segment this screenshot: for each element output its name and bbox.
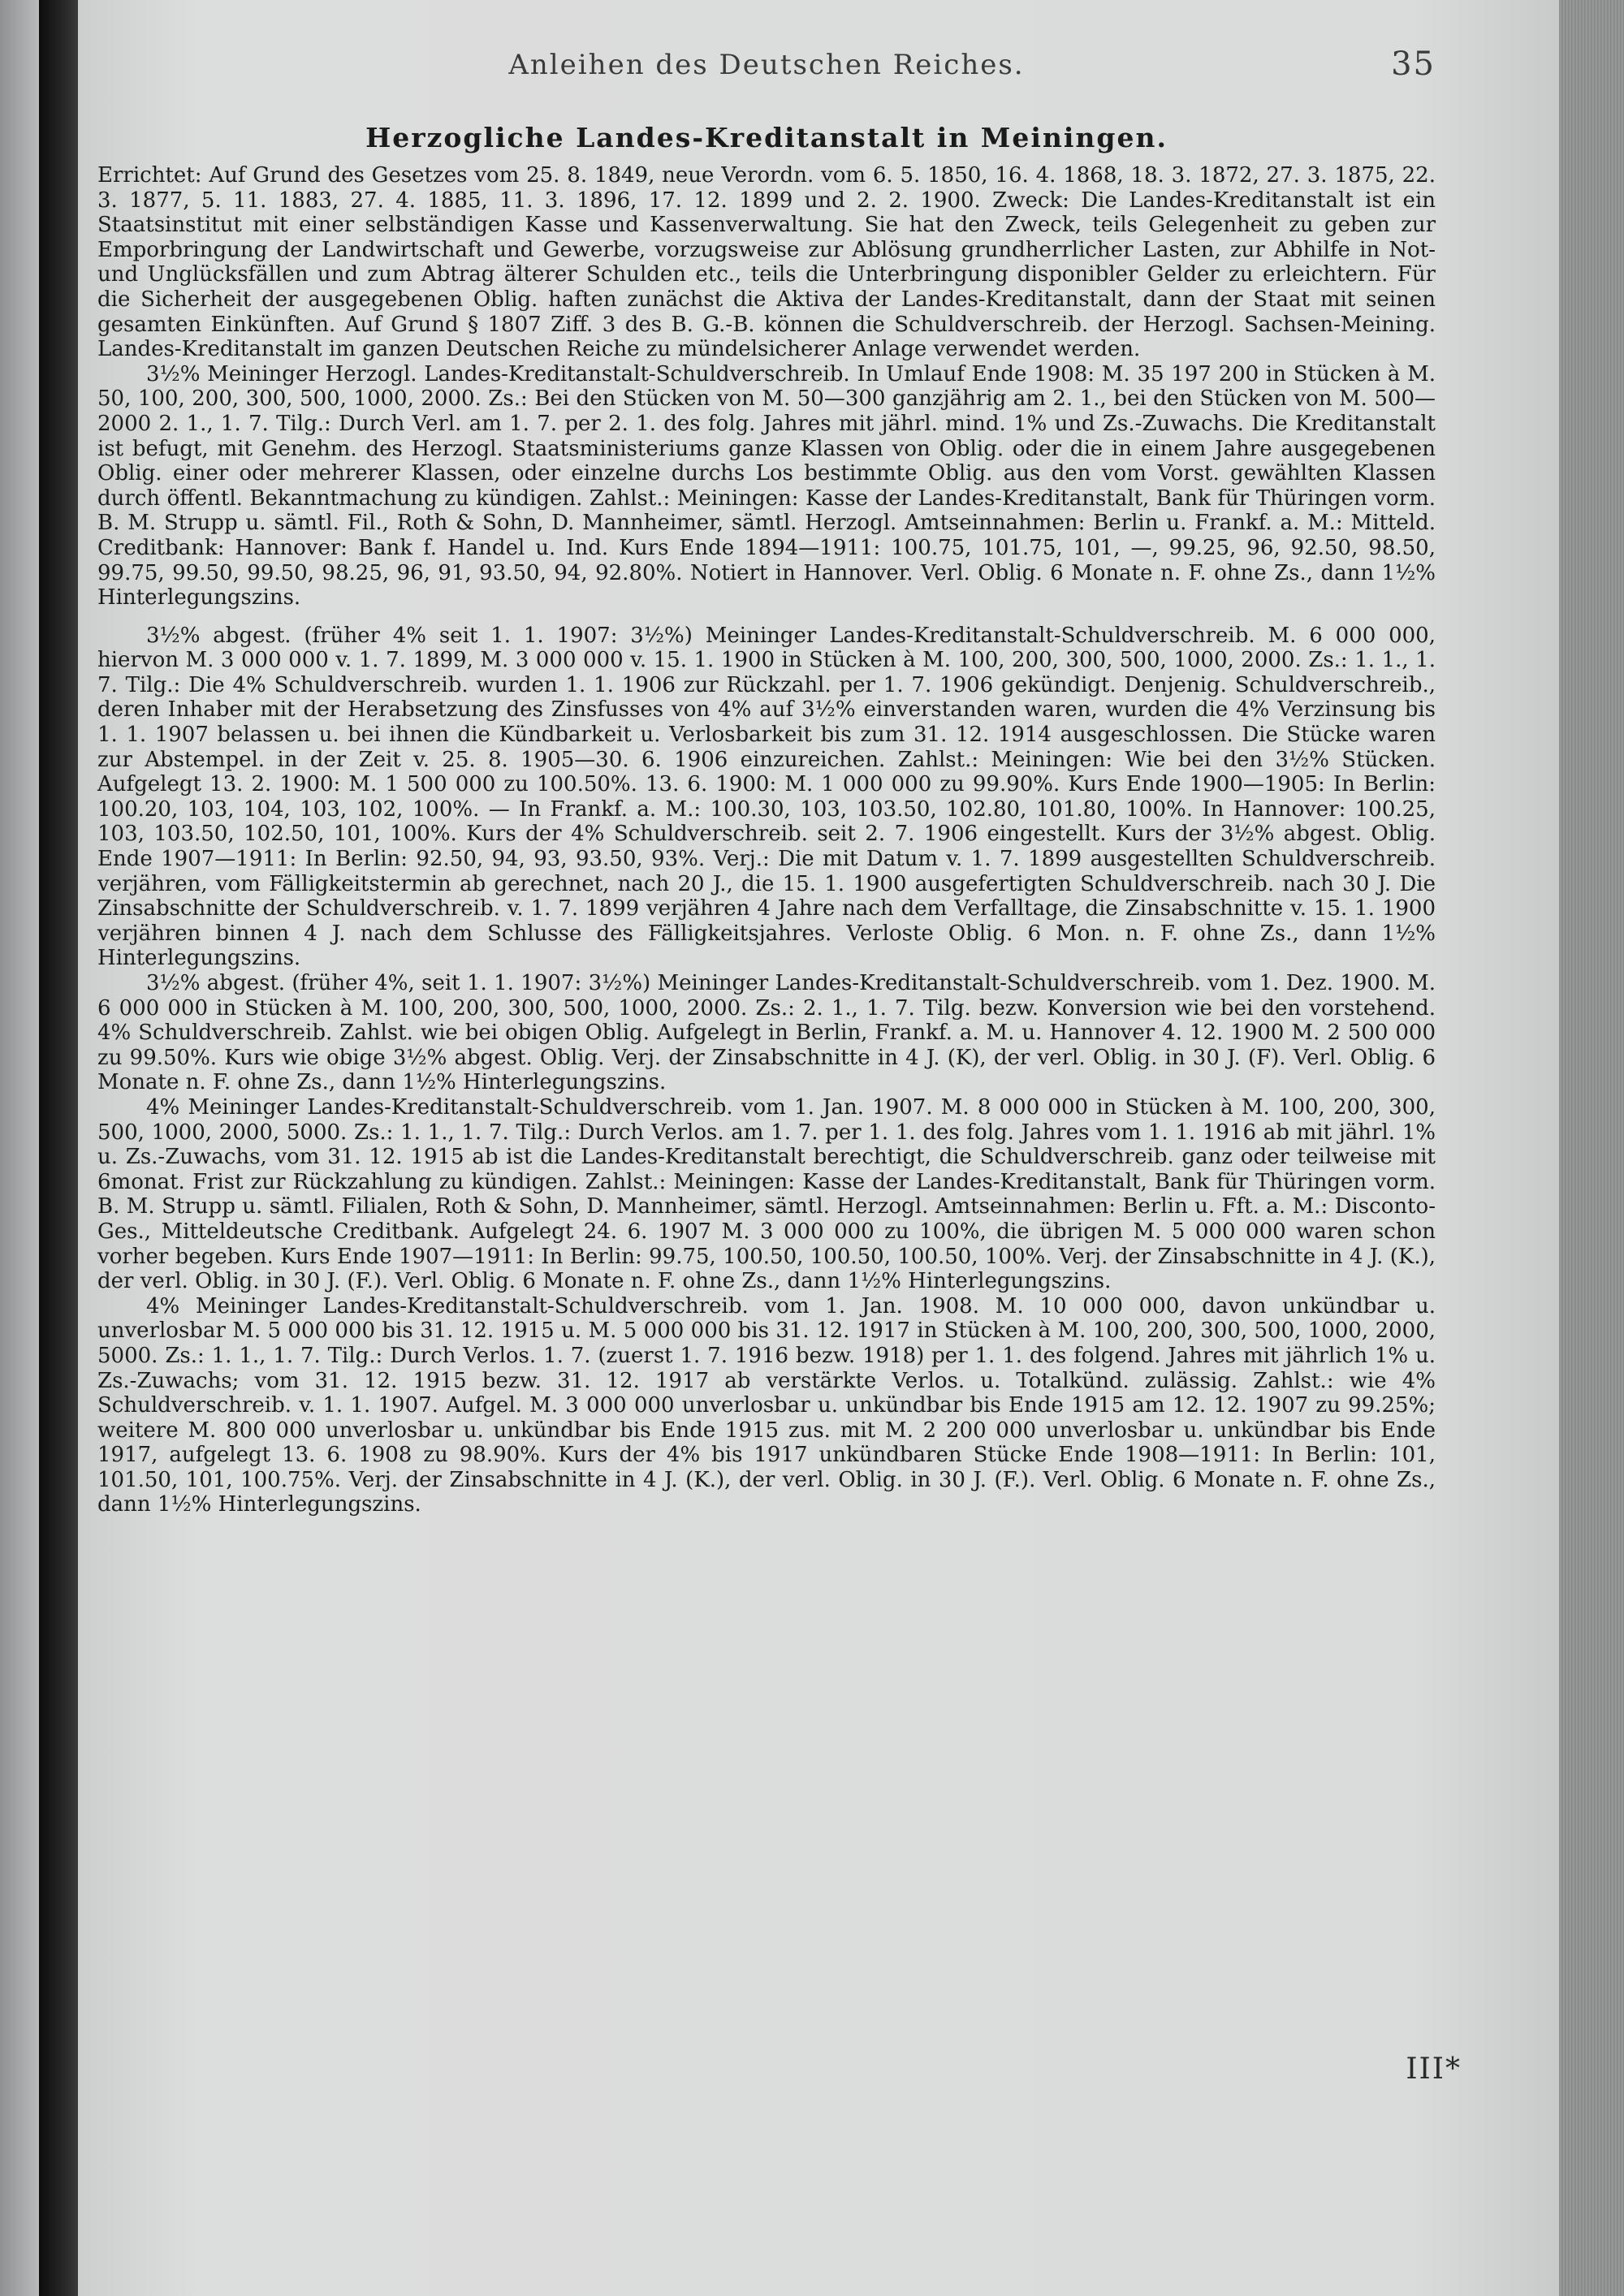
book-spine bbox=[39, 0, 78, 2296]
paragraph-3-5-percent-abgest-1900: 3½% abgest. (früher 4%, seit 1. 1. 1907: 3½%) Meininger Landes-Kreditanstalt-Schuldverschreib. vom 1. Dez. 1900. M. 6 000 000 in Stücken à M. 100, 200, 300, 500, 1000, 2000. Zs.: 2. 1., 1. 7. Tilg. bezw. Konversion wie bei den vorstehend. 4% Schuldverschreib. Zahlst. wie bei obigen Oblig. Aufgelegt in Berlin, Frankf. a. M. u. Hannover 4. 12. 1900 M. 2 500 000 zu 99.50%. Kurs wie obige 3½% abgest. Oblig. Verj. der Zinsabschnitte in 4 J. (K), der verl. Oblig. in 30 J. (F). Verl. Oblig. 6 Monate n. F. ohne Zs., dann 1½% Hinterlegungszins. bbox=[97, 971, 1436, 1095]
paragraph-3-5-percent-abgest-1899: 3½% abgest. (früher 4% seit 1. 1. 1907: 3½%) Meininger Landes-Kreditanstalt-Schuldverschreib. M. 6 000 000, hiervon M. 3 000 000 v. 1. 7. 1899, M. 3 000 000 v. 15. 1. 1900 in Stücken à M. 100, 200, 300, 500, 1000, 2000. Zs.: 1. 1., 1. 7. Tilg.: Die 4% Schuldverschreib. wurden 1. 1. 1906 zur Rückzahl. per 1. 7. 1906 gekündigt. Denjenig. Schuldverschreib., deren Inhaber mit der Herabsetzung des Zinsfusses von 4% auf 3½% einverstanden waren, wurden die 4% Verzinsung bis 1. 1. 1907 belassen u. bei ihnen die Kündbarkeit u. Verlosbarkeit bis zum 31. 12. 1914 ausgeschlossen. Die Stücke waren zur Abstempel. in der Zeit v. 25. 8. 1905—30. 6. 1906 einzureichen. Zahlst.: Meiningen: Wie bei den 3½% Stücken. Aufgelegt 13. 2. 1900: M. 1 500 000 zu 100.50%. 13. 6. 1900: M. 1 000 000 zu 99.90%. Kurs Ende 1900—1905: In Berlin: 100.20, 103, 104, 103, 102, 100%. — In Frankf. a. M.: 100.30, 103, 103.50, 102.80, 101.80, 100%. In Hannover: 100.25, 103, 103.50, 102.50, 101, 100%. Kurs der 4% Schuldverschreib. seit 2. 7. 1906 eingestellt. Kurs der 3½% abgest. Oblig. Ende 1907—1911: In Berlin: 92.50, 94, 93, 93.50, 93%. Verj.: Die mit Datum v. 1. 7. 1899 ausgestellten Schuldverschreib. verjähren, vom Fälligkeitstermin ab gerechnet, nach 20 J., die 15. 1. 1900 ausgefertigten Schuldverschreib. nach 30 J. Die Zinsabschnitte der Schuldverschreib. v. 1. 7. 1899 verjähren 4 Jahre nach dem Verfalltage, die Zinsabschnitte v. 15. 1. 1900 verjähren binnen 4 J. nach dem Schlusse des Fälligkeitsjahres. Verloste Oblig. 6 Mon. n. F. ohne Zs., dann 1½% Hinterlegungszins. bbox=[97, 623, 1436, 971]
paragraph-4-percent-1908: 4% Meininger Landes-Kreditanstalt-Schuldverschreib. vom 1. Jan. 1908. M. 10 000 000, davon unkündbar u. unverlosbar M. 5 000 000 bis 31. 12. 1915 u. M. 5 000 000 bis 31. 12. 1917 in Stücken à M. 100, 200, 300, 500, 1000, 2000, 5000. Zs.: 1. 1., 1. 7. Tilg.: Durch Verlos. 1. 7. (zuerst 1. 7. 1916 bezw. 1918) per 1. 1. des folgend. Jahres mit jährlich 1% u. Zs.-Zuwachs; vom 31. 12. 1915 bezw. 31. 12. 1917 ab verstärkte Verlos. u. Totalkünd. zulässig. Zahlst.: wie 4% Schuldverschreib. v. 1. 1. 1907. Aufgel. M. 3 000 000 unverlosbar u. unkündbar bis Ende 1915 am 12. 12. 1907 zu 99.25%; weitere M. 800 000 unverlosbar u. unkündbar bis Ende 1915 zus. mit M. 2 200 000 unverlosbar u. unkündbar bis Ende 1917, aufgelegt 13. 6. 1908 zu 98.90%. Kurs der 4% bis 1917 unkündbaren Stücke Ende 1908—1911: In Berlin: 101, 101.50, 101, 100.75%. Verj. der Zinsabschnitte in 4 J. (K.), der verl. Oblig. in 30 J. (F.). Verl. Oblig. 6 Monate n. F. ohne Zs., dann 1½% Hinterlegungszins. bbox=[97, 1293, 1436, 1517]
section-heading: Herzogliche Landes-Kreditanstalt in Meiningen. bbox=[365, 122, 1168, 153]
running-head bbox=[97, 45, 1436, 94]
paragraph-4-percent-1907: 4% Meininger Landes-Kreditanstalt-Schuldverschreib. vom 1. Jan. 1907. M. 8 000 000 in Stücken à M. 100, 200, 300, 500, 1000, 2000, 5000. Zs.: 1. 1., 1. 7. Tilg.: Durch Verlos. am 1. 7. per 1. 1. des folg. Jahres vom 1. 1. 1916 ab mit jährl. 1% u. Zs.-Zuwachs, vom 31. 12. 1915 ab ist die Landes-Kreditanstalt berechtigt, die Schuldverschreib. ganz oder teilweise mit 6monat. Frist zur Rückzahlung zu kündigen. Zahlst.: Meiningen: Kasse der Landes-Kreditanstalt, Bank für Thüringen vorm. B. M. Strupp u. sämtl. Filialen, Roth & Sohn, D. Mannheimer, sämtl. Herzogl. Amtseinnahmen: Berlin u. Fft. a. M.: Disconto-Ges., Mitteldeutsche Creditbank. Aufgelegt 24. 6. 1907 M. 3 000 000 zu 100%, die übrigen M. 5 000 000 waren schon vorher begeben. Kurs Ende 1907—1911: In Berlin: 99.75, 100.50, 100.50, 100.50, 100%. Verj. der Zinsabschnitte in 4 J. (K.), der verl. Oblig. in 30 J. (F.). Verl. Oblig. 6 Monate n. F. ohne Zs., dann 1½% Hinterlegungszins. bbox=[97, 1094, 1436, 1294]
running-head-title: Anleihen des Deutschen Reiches. bbox=[508, 49, 1025, 81]
page-edges bbox=[1559, 0, 1624, 2296]
scan-background bbox=[0, 0, 39, 2296]
page-number: 35 bbox=[1391, 45, 1436, 83]
signature-mark: III* bbox=[1406, 2052, 1462, 2086]
paragraph-3-5-percent-loan: 3½% Meininger Herzogl. Landes-Kreditanstalt-Schuldverschreib. In Umlauf Ende 1908: M. 35 197 200 in Stücken à M. 50, 100, 200, 300, 500, 1000, 2000. Zs.: Bei den Stücken von M. 50—300 ganzjährig am 2. 1., bei den Stücken von M. 500—2000 2. 1., 1. 7. Tilg.: Durch Verl. am 1. 7. per 2. 1. des folg. Jahres mit jährl. mind. 1% und Zs.-Zuwachs. Die Kreditanstalt ist befugt, mit Genehm. des Herzogl. Staatsministeriums ganze Klassen von Oblig. oder die in einem Jahre ausgegebenen Oblig. einer oder mehrerer Klassen, oder einzelne durchs Los bestimmte Oblig. aus den vom Vorst. gewählten Klassen durch öffentl. Bekanntmachung zu kündigen. Zahlst.: Meiningen: Kasse der Landes-Kreditanstalt, Bank für Thüringen vorm. B. M. Strupp u. sämtl. Fil., Roth & Sohn, D. Mannheimer, sämtl. Herzogl. Amtseinnahmen: Berlin u. Frankf. a. M.: Mitteld. Creditbank: Hannover: Bank f. Handel u. Ind. Kurs Ende 1894—1911: 100.75, 101.75, 101, —, 99.25, 96, 92.50, 98.50, 99.75, 99.50, 99.50, 98.25, 96, 91, 93.50, 94, 92.80%. Notiert in Hannover. Verl. Oblig. 6 Monate n. F. ohne Zs., dann 1½% Hinterlegungszins. bbox=[97, 361, 1436, 611]
page-content bbox=[97, 45, 1436, 1517]
paragraph-errichtet: Errichtet: Auf Grund des Gesetzes vom 25. 8. 1849, neue Verordn. vom 6. 5. 1850, 16. 4. 1868, 18. 3. 1872, 27. 3. 1875, 22. 3. 1877, 5. 11. 1883, 27. 4. 1885, 11. 3. 1896, 17. 12. 1899 und 2. 2. 1900. Zweck: Die Landes-Kreditanstalt ist ein Staatsinstitut mit einer selbständigen Kasse und Kassenverwaltung. Sie hat den Zweck, teils Gelegenheit zu geben zur Emporbringung der Landwirtschaft und Gewerbe, vorzugsweise zur Ablösung grundherrlicher Lasten, zur Abhilfe in Not- und Unglücksfällen und zum Abtrag älterer Schulden etc., teils die Unterbringung disponibler Gelder zu erleichtern. Für die Sicherheit der ausgegebenen Oblig. haften zunächst die Aktiva der Landes-Kreditanstalt, dann der Staat mit seinen gesamten Einkünften. Auf Grund § 1807 Ziff. 3 des B. G.-B. können die Schuldverschreib. der Herzogl. Sachsen-Meining. Landes-Kreditanstalt im ganzen Deutschen Reiche zu mündelsicherer Anlage verwendet werden. bbox=[97, 163, 1436, 362]
